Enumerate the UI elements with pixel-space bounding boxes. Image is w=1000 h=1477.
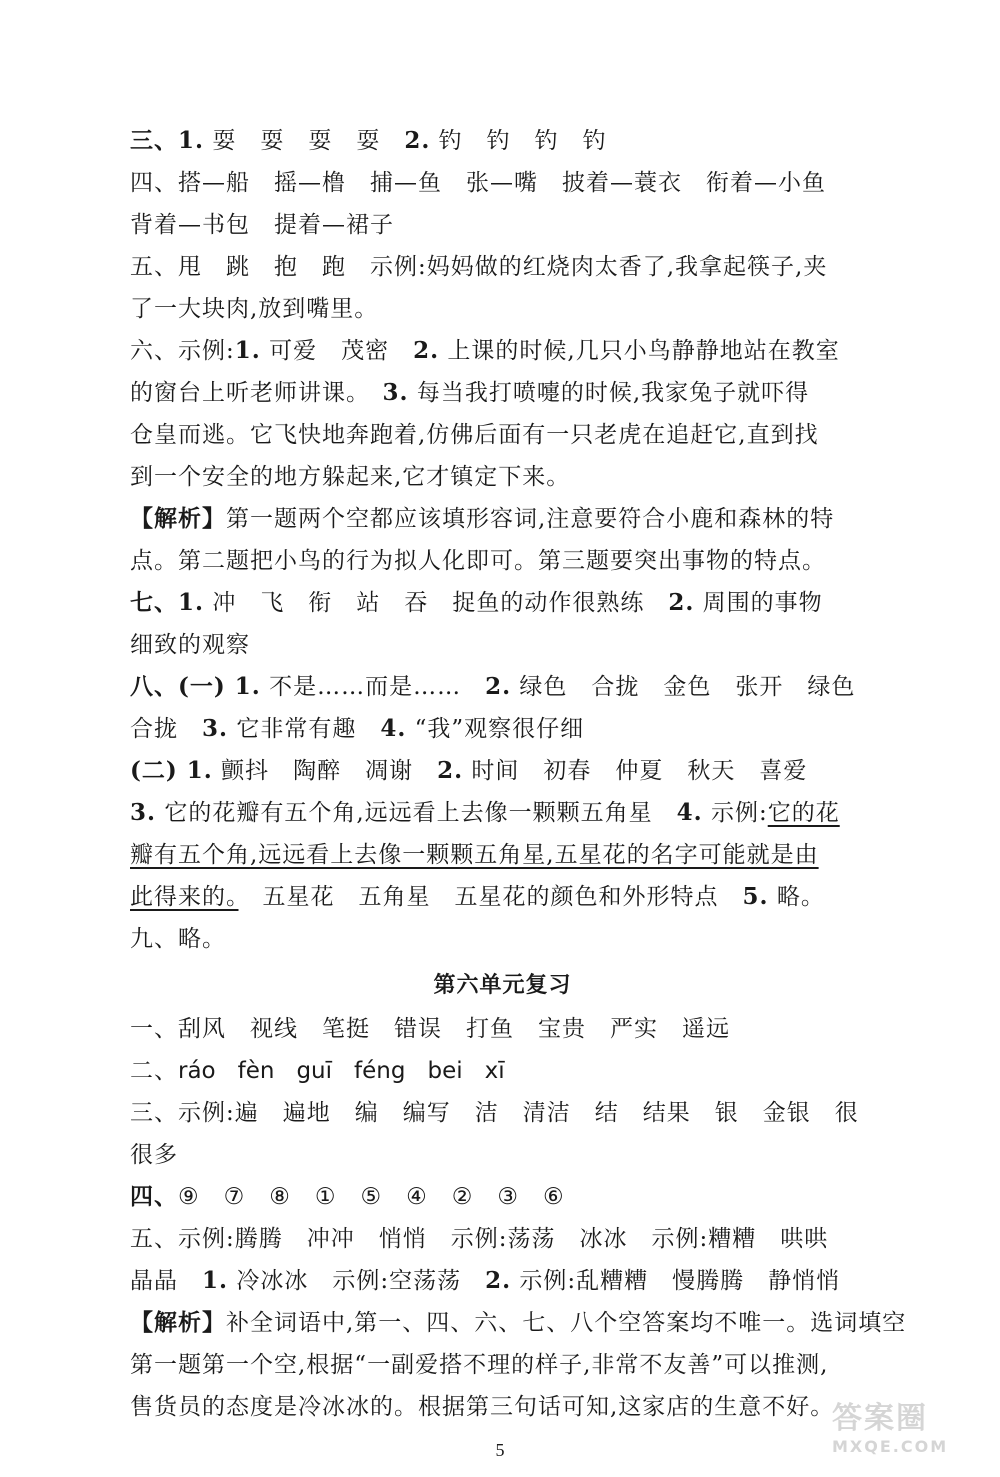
answer-4-line2: 背着—书包 提着—裙子 bbox=[130, 212, 394, 238]
pinyin: fèn bbox=[237, 1058, 275, 1084]
analysis-tag: 【解析】 bbox=[130, 505, 226, 532]
answer-9: 九、略。 bbox=[130, 926, 226, 952]
u6-answer-2: 二、ráo fèn guī féng bei xī bbox=[130, 1058, 505, 1084]
analysis-1-line1: 【解析】第一题两个空都应该填形容词,注意要符合小鹿和森林的特 bbox=[130, 505, 835, 532]
u6-analysis-line3: 售货员的态度是冷冰冰的。根据第三句话可知,这家店的生意不好。 bbox=[130, 1394, 835, 1420]
pinyin: guī bbox=[296, 1058, 333, 1084]
analysis-tag: 【解析】 bbox=[130, 1309, 226, 1336]
watermark-url: MXQE.COM bbox=[832, 1437, 949, 1456]
answer-7-line2: 细致的观察 bbox=[130, 632, 250, 658]
watermark-logo bbox=[832, 1393, 982, 1455]
underlined-answer: 此得来的。 bbox=[130, 884, 239, 910]
answer-6-line3: 仓皇而逃。它飞快地奔跑着,仿佛后面有一只老虎在追赶它,直到找 bbox=[130, 422, 819, 448]
underlined-answer: 瓣有五个角,远远看上去像一颗颗五角星,五星花的名字可能就是由 bbox=[130, 842, 819, 868]
answer-6-line2: 的窗台上听老师讲课。 3. 每当我打喷嚏的时候,我家兔子就吓得 bbox=[130, 379, 810, 406]
u6-answer-1: 一、刮风 视线 笔挺 错误 打鱼 宝贵 严实 遥远 bbox=[130, 1016, 730, 1042]
answer-5-line2: 了一大块肉,放到嘴里。 bbox=[130, 296, 379, 322]
u6-analysis-line2: 第一题第一个空,根据“一副爱搭不理的样子,非常不友善”可以推测, bbox=[130, 1352, 829, 1378]
answer-4-line1: 四、搭—船 摇—橹 捕—鱼 张—嘴 披着—蓑衣 衔着—小鱼 bbox=[130, 170, 826, 196]
answer-7-line1: 七、1. 冲 飞 衔 站 吞 捉鱼的动作很熟练 2. 周围的事物 bbox=[130, 589, 823, 616]
page-number: 5 bbox=[495, 1440, 505, 1460]
pinyin: féng bbox=[354, 1058, 406, 1084]
pinyin: bei bbox=[427, 1058, 463, 1084]
u6-answer-5-line2: 晶晶 1. 冷冰冰 示例:空荡荡 2. 示例:乱糟糟 慢腾腾 静悄悄 bbox=[130, 1267, 841, 1294]
answer-3: 三、1. 耍 耍 耍 耍 2. 钓 钓 钓 钓 bbox=[130, 127, 607, 154]
answer-8-line6: 此得来的。 五星花 五角星 五星花的颜色和外形特点 5. 略。 bbox=[130, 883, 825, 910]
u6-answer-3-line2: 很多 bbox=[130, 1142, 178, 1168]
answer-8-line2: 合拢 3. 它非常有趣 4. “我”观察很仔细 bbox=[130, 715, 585, 742]
u6-answer-3-line1: 三、示例:遍 遍地 编 编写 洁 清洁 结 结果 银 金银 很 bbox=[130, 1100, 859, 1126]
u6-answer-5-line1: 五、示例:腾腾 冲冲 悄悄 示例:荡荡 冰冰 示例:糟糟 哄哄 bbox=[130, 1226, 829, 1252]
pinyin: xī bbox=[484, 1058, 505, 1084]
underlined-answer: 它的花 bbox=[767, 800, 840, 826]
watermark-text: 答案圈 bbox=[832, 1401, 928, 1436]
u6-analysis-line1: 【解析】补全词语中,第一、四、六、七、八个空答案均不唯一。选词填空 bbox=[130, 1309, 907, 1336]
answer-8-line4: 3. 它的花瓣有五个角,远远看上去像一颗颗五角星 4. 示例:它的花 bbox=[130, 799, 840, 826]
answer-8-line5 bbox=[130, 834, 875, 876]
pinyin: ráo bbox=[178, 1058, 216, 1084]
answer-8-line3: (二) 1. 颤抖 陶醉 凋谢 2. 时间 初春 仲夏 秋天 喜爱 bbox=[130, 757, 808, 784]
answer-8-line1: 八、(一) 1. 不是……而是…… 2. 绿色 合拢 金色 张开 绿色 bbox=[130, 673, 856, 700]
analysis-1-line2: 点。第二题把小鸟的行为拟人化即可。第三题要突出事物的特点。 bbox=[130, 548, 826, 574]
answer-6-line4: 到一个安全的地方躲起来,它才镇定下来。 bbox=[130, 464, 571, 490]
answer-6-line1: 六、示例:1. 可爱 茂密 2. 上课的时候,几只小鸟静静地站在教室 bbox=[130, 337, 840, 364]
answer-5-line1: 五、甩 跳 抱 跑 示例:妈妈做的红烧肉太香了,我拿起筷子,夹 bbox=[130, 254, 828, 280]
section-title: 第六单元复习 bbox=[433, 972, 572, 998]
u6-answer-4: 四、⑨ ⑦ ⑧ ① ⑤ ④ ② ③ ⑥ bbox=[130, 1183, 565, 1210]
